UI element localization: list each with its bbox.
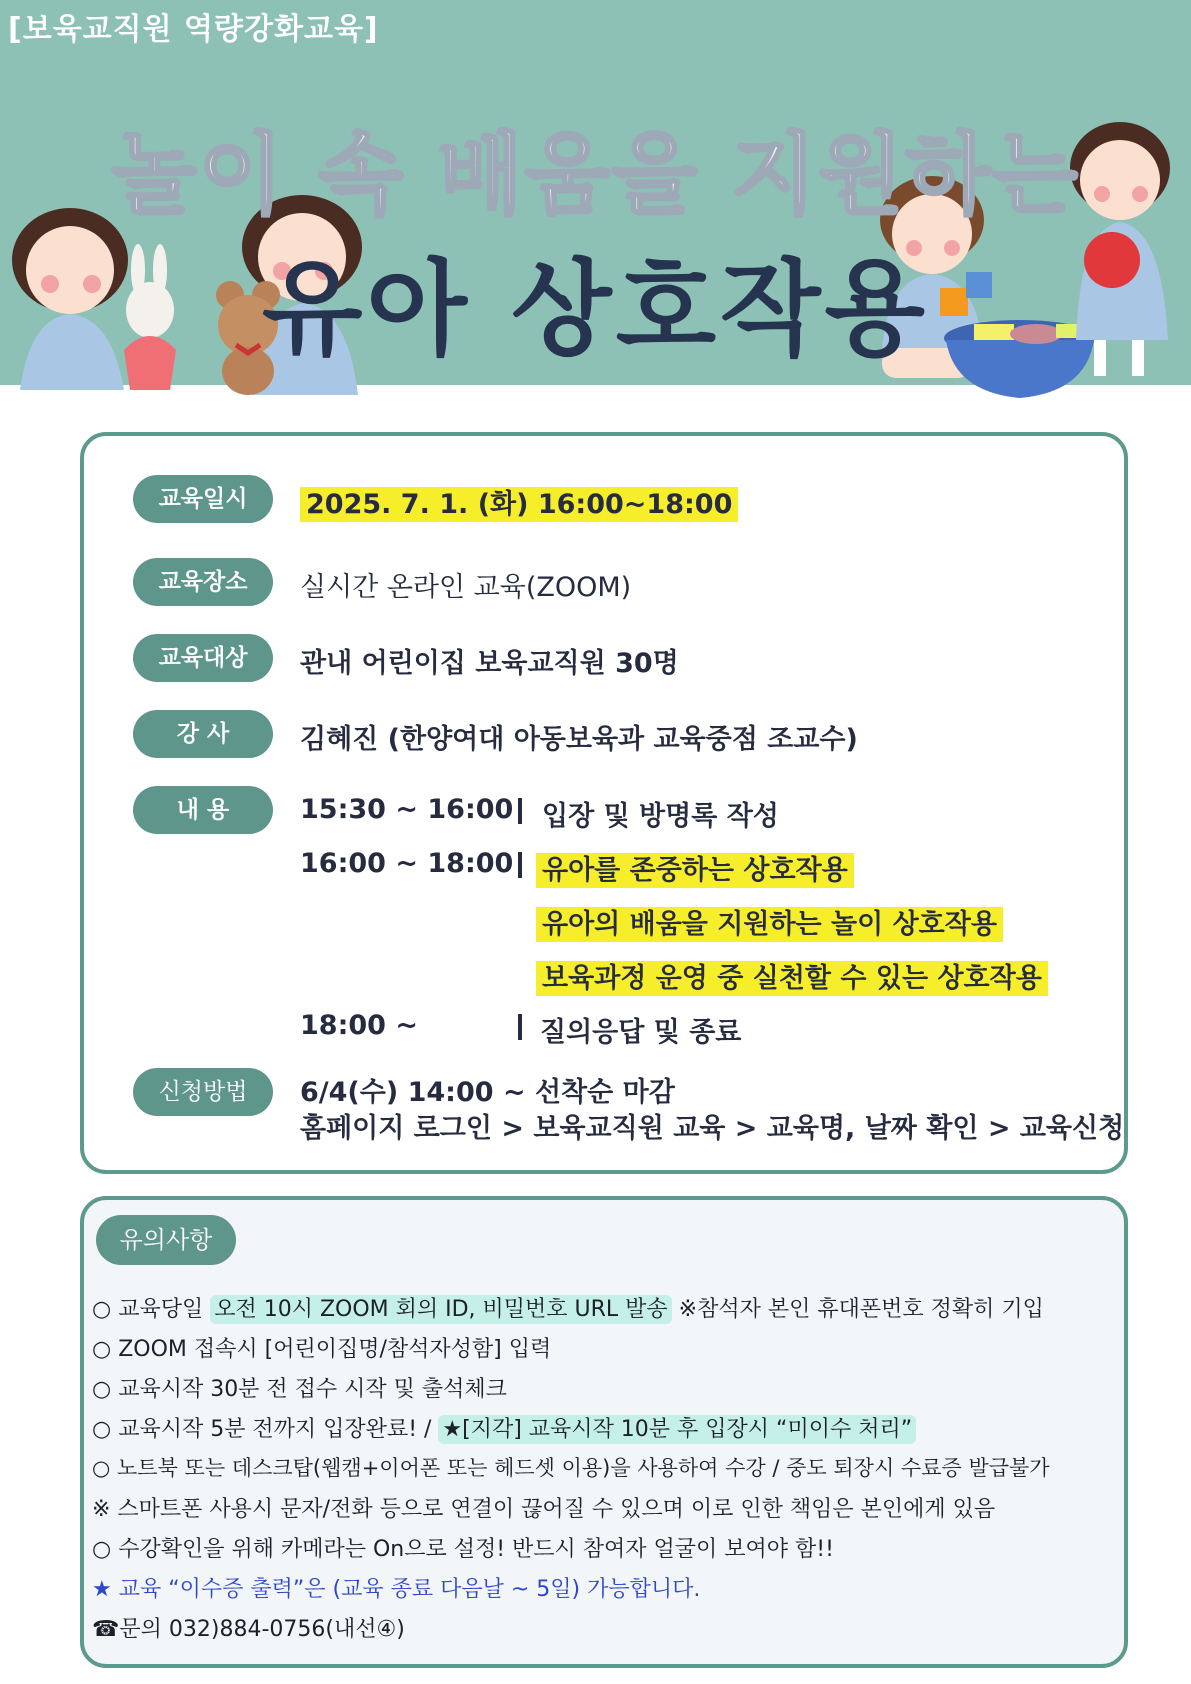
venue-label: 교육장소: [133, 558, 273, 606]
notice-item-5: ○ 노트북 또는 데스크탑(웹캠+이어폰 또는 헤드셋 이용)을 사용하여 수강 / 중도 퇴장시 수료증 발급불가: [92, 1456, 1050, 1480]
notice-contact: ☎문의 032)884-0756(내선④): [92, 1617, 405, 1642]
date-label: 교육일시: [133, 475, 273, 523]
notice-item-2: ○ ZOOM 접속시 [어린이집명/참석자성함] 입력: [92, 1337, 552, 1362]
notice-item-3: ○ 교육시작 30분 전 접수 시작 및 출석체크: [92, 1377, 507, 1402]
schedule-divider-2: [518, 852, 522, 878]
lecturer-value: 김혜진 (한양여대 아동보육과 교육중점 조교수): [300, 724, 858, 755]
tagline: [보육교직원 역량강화교육]: [8, 12, 379, 47]
apply-label: 신청방법: [133, 1068, 273, 1116]
notice-item-6: ※ 스마트폰 사용시 문자/전화 등으로 연결이 끊어질 수 있으며 이로 인한 책임은 본인에게 있음: [92, 1497, 996, 1522]
schedule-divider-1: [518, 798, 522, 824]
schedule-time-3: 18:00 ~: [300, 1010, 418, 1041]
title-line2: 유아 상호작용: [262, 248, 929, 370]
header-banner: [0, 0, 1191, 385]
venue-value: 실시간 온라인 교육(ZOOM): [300, 572, 632, 603]
content-label: 내 용: [133, 786, 273, 834]
schedule-time-1: 15:30 ~ 16:00: [300, 794, 514, 825]
target-label: 교육대상: [133, 634, 273, 682]
date-text: 2025. 7. 1. (화) 16:00~18:00: [300, 487, 738, 522]
apply-line2: 홈페이지 로그인 > 보육교직원 교육 > 교육명, 날짜 확인 > 교육신청: [300, 1113, 1125, 1144]
schedule-time-2: 16:00 ~ 18:00: [300, 848, 514, 879]
schedule-item-2b: 유아의 배움을 지원하는 놀이 상호작용: [536, 902, 1003, 941]
notice-item-1: ○ 교육당일 오전 10시 ZOOM 회의 ID, 비밀번호 URL 발송 ※참석자 본인 휴대폰번호 정확히 기입: [92, 1297, 1044, 1322]
apply-line1: 6/4(수) 14:00 ~ 선착순 마감: [300, 1077, 675, 1108]
schedule-item-2a: 유아를 존중하는 상호작용: [536, 848, 854, 887]
title-line1: 놀이 속 배움을 지원하는: [111, 123, 1080, 226]
lecturer-label: 강 사: [133, 710, 273, 758]
schedule-divider-3: [518, 1014, 522, 1040]
schedule-item-1: 입장 및 방명록 작성: [542, 801, 779, 832]
schedule-item-2c: 보육과정 운영 중 실천할 수 있는 상호작용: [536, 956, 1048, 995]
notice-item-7: ○ 수강확인을 위해 카메라는 On으로 설정! 반드시 참여자 얼굴이 보여야 함!!: [92, 1537, 834, 1562]
notice-item-8: ★ 교육 “이수증 출력”은 (교육 종료 다음날 ~ 5일) 가능합니다.: [92, 1577, 701, 1602]
notice-label: 유의사항: [96, 1215, 236, 1265]
notice-item-4: ○ 교육시작 5분 전까지 입장완료! / ★[지각] 교육시작 10분 후 입장시 “미이수 처리”: [92, 1412, 916, 1443]
date-value: [300, 482, 738, 521]
schedule-item-3: 질의응답 및 종료: [540, 1017, 742, 1048]
target-value: 관내 어린이집 보육교직원 30명: [300, 648, 679, 679]
